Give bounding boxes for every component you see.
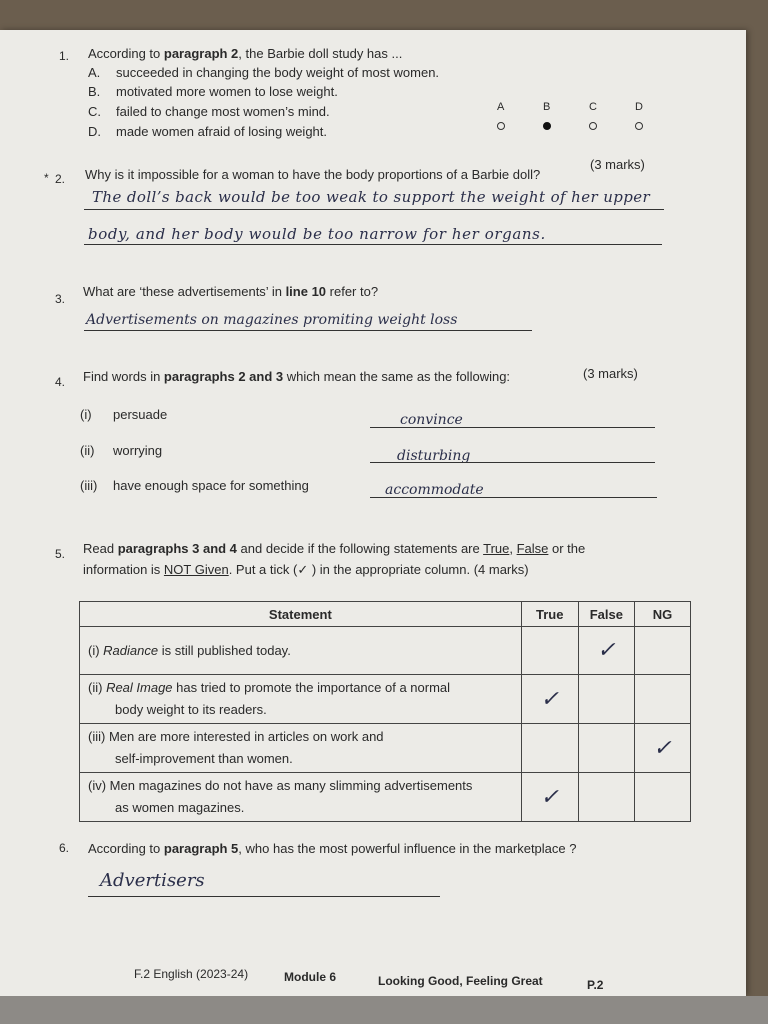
cell-ng-3[interactable]: [634, 724, 690, 773]
statement-cell: [80, 773, 522, 822]
option-text: motivated more women to lose weight.: [116, 84, 338, 99]
table-row: [80, 675, 691, 724]
q4-answer-3[interactable]: accommodate: [385, 482, 484, 498]
footer-page: P.2: [587, 978, 604, 992]
q2-marks: (3 marks): [590, 157, 645, 172]
tick-mark: ✓: [653, 735, 672, 761]
choice-label-b: B: [543, 101, 551, 113]
q3-prompt-bold: line 10: [285, 284, 327, 299]
q2-answer-rule1: [84, 209, 664, 210]
table-row: [80, 627, 691, 675]
q4-item-roman: (i): [80, 407, 92, 422]
option-letter: D.: [88, 124, 101, 139]
q4-prompt-post: which mean the same as the following:: [283, 369, 511, 384]
q6-number: 6.: [59, 841, 70, 855]
q5-prompt-line1: [83, 540, 585, 558]
radio-d[interactable]: [635, 122, 643, 130]
cell-true-1[interactable]: [521, 627, 578, 675]
radio-c[interactable]: [589, 122, 597, 130]
q3-number: 3.: [55, 292, 66, 306]
q1-number: 1.: [59, 49, 70, 63]
footer-title: Looking Good, Feeling Great: [378, 974, 543, 988]
tick-mark: ✓: [540, 686, 559, 712]
statement-italic: Real Image: [106, 680, 173, 695]
option-text: made women afraid of losing weight.: [116, 124, 328, 139]
q3-prompt-pre: What are ‘these advertisements’ in: [83, 284, 286, 299]
q4-item-text: worrying: [113, 443, 163, 458]
q5-ng-word: NOT Given: [163, 562, 229, 577]
statement-roman: (iii): [88, 729, 106, 744]
tick-mark: ✓: [540, 784, 559, 810]
q6-prompt-pre: According to: [88, 841, 164, 856]
q1-prompt: [88, 45, 402, 63]
footer-course: F.2 English (2023-24): [134, 967, 249, 981]
q5-number: 5.: [55, 547, 66, 561]
statement-cell: [80, 675, 522, 724]
header-true: True: [521, 602, 578, 627]
q4-prompt: [83, 368, 510, 386]
statement-text: has tried to promote the importance of a normal: [172, 680, 451, 695]
q1-option-a: [88, 64, 439, 82]
q5-or: or the: [548, 541, 586, 556]
q4-prompt-bold: paragraphs 2 and 3: [163, 369, 284, 384]
q2-prompt: Why is it impossible for a woman to have the body proportions of a Barbie doll?: [85, 167, 541, 182]
q6-answer[interactable]: Advertisers: [100, 870, 205, 891]
q4-answer-rule-2: [370, 462, 655, 463]
q3-prompt-post: refer to?: [326, 284, 379, 299]
statement-text-cont: self-improvement than women.: [115, 751, 293, 766]
header-false: False: [578, 602, 634, 627]
q5-sep: ,: [509, 541, 517, 556]
q1-prompt-post: , the Barbie doll study has ...: [238, 46, 403, 61]
choice-label-c: C: [589, 101, 597, 113]
q1-option-c: [88, 103, 330, 121]
q5-false-word: False: [516, 541, 549, 556]
cell-ng-4[interactable]: [634, 773, 690, 822]
header-statement: Statement: [80, 602, 522, 627]
statement-cell: [80, 627, 522, 675]
q6-prompt-post: , who has the most powerful influence in the marketplace ?: [238, 841, 577, 856]
q4-answer-1[interactable]: convince: [400, 412, 463, 428]
q3-answer-rule: [84, 330, 532, 331]
q5-bold: paragraphs 3 and 4: [117, 541, 237, 556]
statement-cell: [80, 724, 522, 773]
statement-roman: (i): [88, 642, 100, 658]
table-row: [80, 724, 691, 773]
radio-a[interactable]: [497, 122, 505, 130]
table-row: [80, 773, 691, 822]
radio-b[interactable]: [543, 122, 551, 130]
option-text: succeeded in changing the body weight of most women.: [116, 65, 440, 80]
choice-label-a: A: [497, 101, 505, 113]
choice-label-d: D: [635, 101, 643, 113]
q5-prompt-line2: [83, 561, 529, 579]
option-letter: C.: [88, 104, 101, 119]
q4-answer-rule-1: [370, 427, 655, 428]
q2-answer-line1[interactable]: The doll’s back would be too weak to support the weight of her upper: [92, 188, 651, 206]
cell-ng-2[interactable]: [634, 675, 690, 724]
q1-prompt-bold: paragraph 2: [163, 46, 239, 61]
q4-item-text: have enough space for something: [113, 478, 309, 493]
q5-pre: Read: [83, 541, 118, 556]
option-letter: B.: [88, 84, 101, 99]
table-surface: [0, 996, 768, 1024]
statement-text: Men magazines do not have as many slimming advertisements: [109, 778, 473, 793]
q2-answer-line2[interactable]: body, and her body would be too narrow for her organs.: [88, 225, 546, 243]
q4-item-roman: (iii): [80, 478, 98, 493]
footer-module: Module 6: [284, 970, 337, 984]
cell-true-3[interactable]: [521, 724, 578, 773]
q5-line2-pre: information is: [83, 562, 164, 577]
true-false-table: [79, 601, 691, 822]
q2-star: *: [44, 171, 49, 185]
q6-prompt: [88, 840, 576, 858]
cell-ng-1[interactable]: [634, 627, 690, 675]
statement-text-cont: as women magazines.: [115, 800, 245, 815]
q4-marks: (3 marks): [583, 366, 638, 381]
statement-text: is still published today.: [158, 642, 291, 658]
q5-true-word: True: [483, 541, 510, 556]
statement-text: Men are more interested in articles on work and: [108, 729, 384, 744]
cell-false-3[interactable]: [578, 724, 634, 773]
q4-item-text: persuade: [113, 407, 168, 422]
cell-true-4[interactable]: [521, 773, 578, 822]
q1-option-d: [88, 123, 327, 141]
q2-answer-rule2: [84, 244, 662, 245]
statement-italic: Radiance: [103, 642, 159, 658]
cell-false-1[interactable]: [578, 627, 634, 675]
option-letter: A.: [88, 65, 101, 80]
cell-false-2[interactable]: [578, 675, 634, 724]
q4-answer-rule-3: [370, 497, 657, 498]
q4-answer-2[interactable]: disturbing: [397, 448, 471, 464]
statement-roman: (iv): [88, 778, 107, 793]
header-ng: NG: [634, 602, 690, 627]
q4-item-roman: (ii): [80, 443, 95, 458]
statement-text-cont: body weight to its readers.: [115, 702, 267, 717]
q3-prompt: [83, 283, 378, 301]
statement-roman: (ii): [88, 680, 103, 695]
q1-prompt-pre: According to: [88, 46, 164, 61]
option-text: failed to change most women’s mind.: [116, 104, 330, 119]
cell-true-2[interactable]: [521, 675, 578, 724]
q4-number: 4.: [55, 375, 66, 389]
q3-answer[interactable]: Advertisements on magazines promiting weight loss: [86, 312, 458, 328]
tick-mark: ✓: [597, 638, 616, 663]
q5-line2-post: . Put a tick (✓ ) in the appropriate column. (4 marks): [228, 562, 529, 577]
q6-prompt-bold: paragraph 5: [163, 841, 239, 856]
q2-number: 2.: [55, 172, 66, 186]
q5-mid: and decide if the following statements are: [236, 541, 484, 556]
q6-answer-rule: [88, 896, 440, 897]
cell-false-4[interactable]: [578, 773, 634, 822]
q4-prompt-pre: Find words in: [83, 369, 164, 384]
q1-option-b: [88, 83, 338, 101]
table-header-row: [80, 602, 691, 627]
